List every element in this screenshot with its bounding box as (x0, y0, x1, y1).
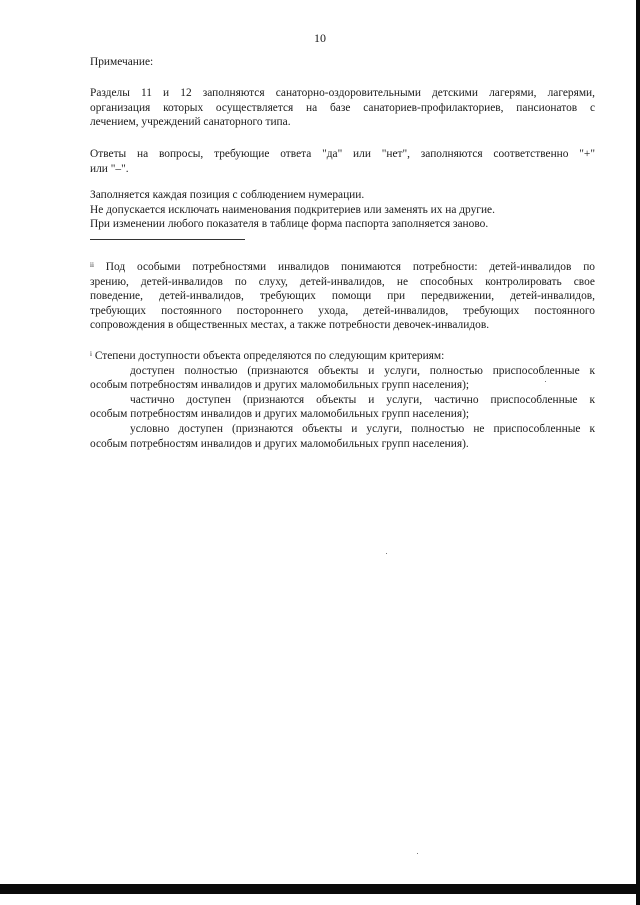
footnote-i-item-line: особым потребностям инвалидов и других маломобильных групп населения). (90, 437, 469, 450)
footnote-ii-line: поведение, детей-инвалидов, требующих помощи при передвижении, детей-инвалидов, (90, 290, 595, 303)
footnote-ii (90, 260, 595, 333)
footnote-i (90, 349, 595, 451)
footnote-i-intro-text: Степени доступности объекта определяются по следующим критериям: (94, 350, 445, 362)
footnote-ii-marker: ii (90, 261, 94, 269)
note-paragraph-3-line: Заполняется каждая позиция с соблюдением нумерации. (90, 189, 365, 201)
note-heading (90, 55, 595, 70)
footnote-i-intro (90, 349, 595, 364)
note-paragraph-1-line: лечением, учреждений санаторного типа. (90, 116, 291, 129)
footnote-i-item-line: особым потребностям инвалидов и других маломобильных групп населения); (90, 379, 470, 392)
note-paragraph-2-line: Ответы на вопросы, требующие ответа "да" или "нет", заполняются соответственно "+" (90, 148, 595, 160)
note-paragraph-2 (90, 147, 595, 176)
note-heading-text: Примечание: (90, 56, 154, 68)
footnote-ii-line-text: Под особыми потребностями инвалидов понимаются потребности: детей-инвалидов по (105, 261, 595, 273)
footnote-ii-line (90, 260, 595, 275)
note-paragraph-1-line: организация которых осуществляется на базе санаториев-профилакториев, пансионатов с (90, 101, 595, 114)
scan-speck (545, 381, 546, 382)
footnote-i-item-line: особым потребностям инвалидов и других маломобильных групп населения); (90, 408, 470, 421)
footnote-ii-line: зрению, детей-инвалидов по слуху, детей-инвалидов, не способных контролировать свое (90, 275, 595, 288)
scan-edge-bottom (0, 884, 640, 894)
footnote-ii-line: сопровождения в общественных местах, а также потребности девочек-инвалидов. (90, 319, 490, 332)
scan-speck (417, 853, 418, 854)
note-paragraph-1 (90, 86, 595, 130)
footnote-i-item-line: доступен полностью (признаются объекты и услуги, полностью приспособленные к (130, 364, 595, 377)
page-number: 10 (314, 31, 326, 45)
footnote-ii-line: требующих постоянного постороннего ухода, детей-инвалидов, требующих постоянного (90, 304, 595, 317)
scan-edge-right (636, 0, 640, 905)
footnote-i-marker: i (90, 350, 92, 358)
footnote-separator (90, 239, 245, 240)
scan-speck (386, 553, 387, 554)
note-paragraph-3 (90, 188, 595, 232)
footnote-i-item-line: частично доступен (признаются объекты и услуги, частично приспособленные к (130, 393, 595, 406)
note-paragraph-2-line: или "–". (90, 162, 129, 175)
footnote-i-item-line: условно доступен (признаются объекты и услуги, полностью не приспособленные к (130, 422, 595, 435)
note-paragraph-3-line: Не допускается исключать наименования подкритериев или заменять их на другие. (90, 203, 495, 216)
note-paragraph-1-line: Разделы 11 и 12 заполняются санаторно-оздоровительными детскими лагерями, лагерями, (90, 87, 595, 99)
note-paragraph-3-line: При изменении любого показателя в таблице форма паспорта заполняется заново. (90, 218, 489, 231)
